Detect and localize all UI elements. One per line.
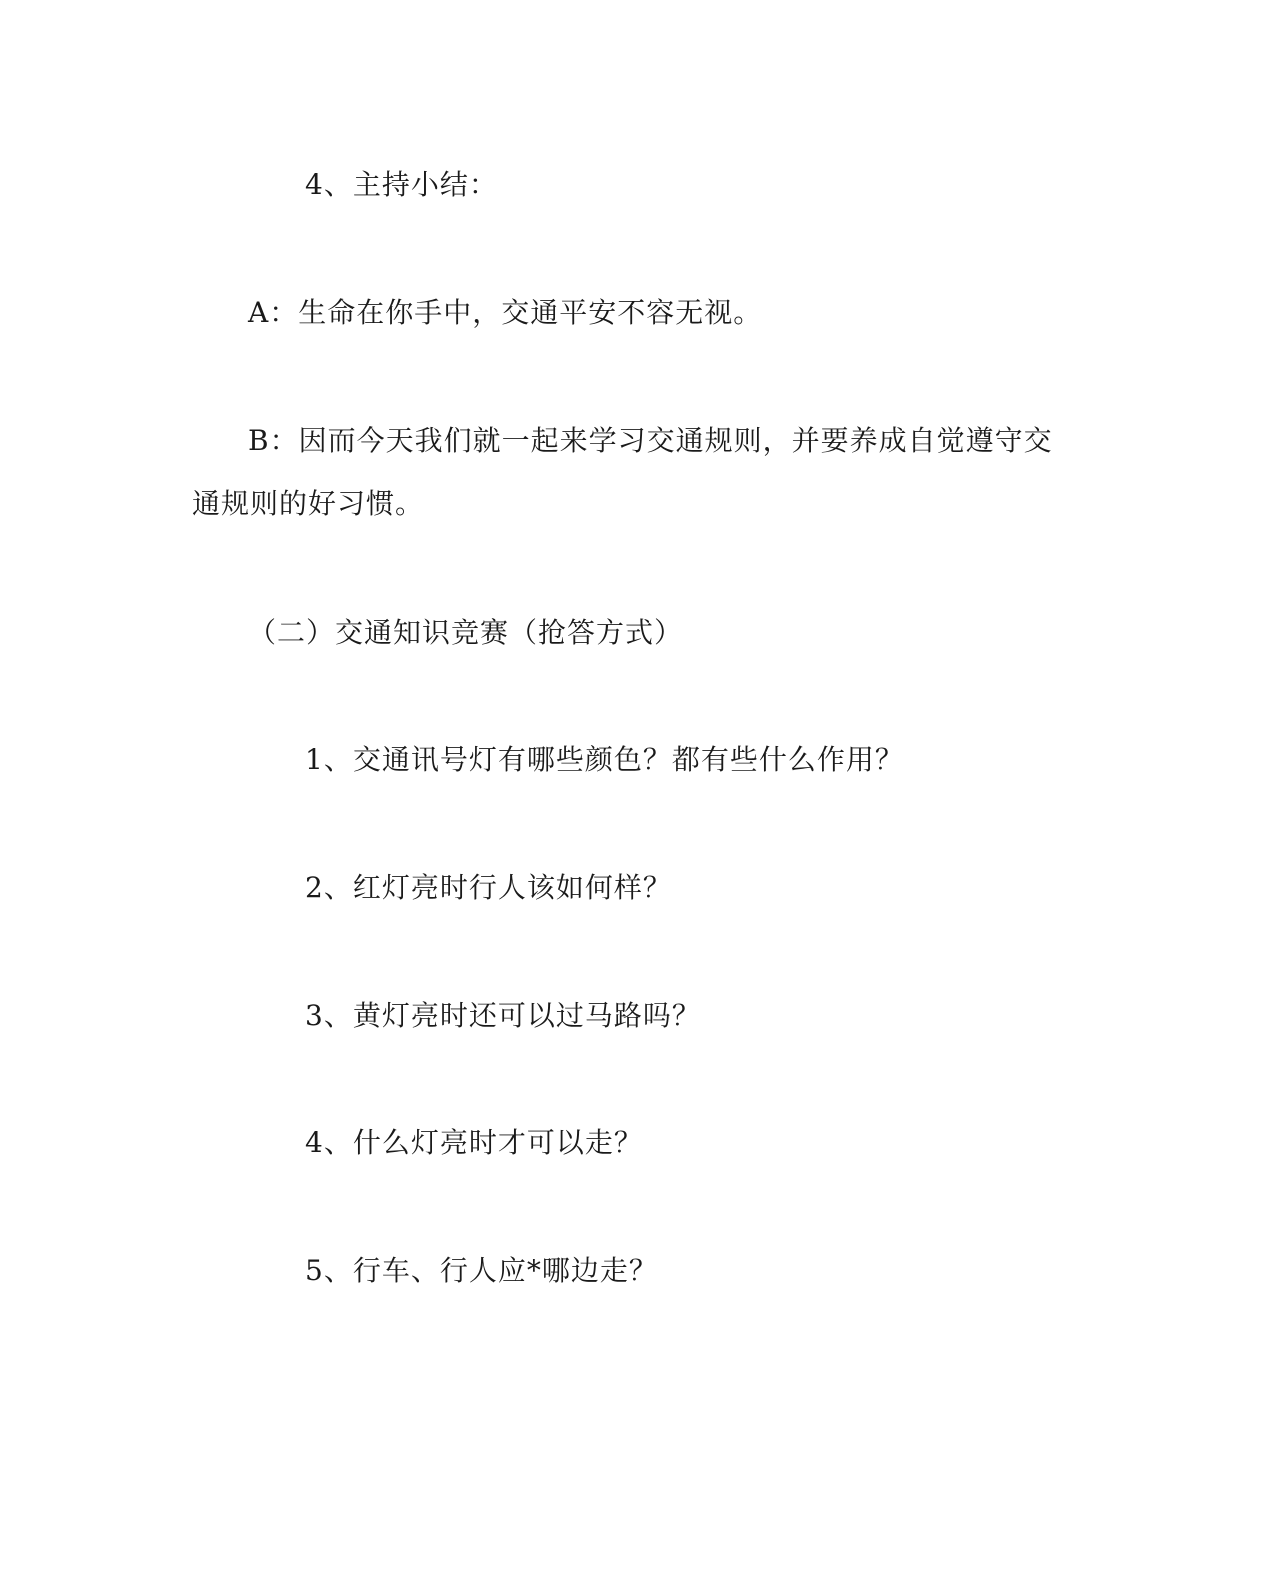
quiz-question-3: 3、黄灯亮时还可以过马路吗？: [305, 999, 701, 1032]
host-a-line: A：生命在你手中，交通平安不容无视。: [248, 296, 763, 329]
quiz-question-4: 4、什么灯亮时才可以走？: [305, 1126, 643, 1159]
quiz-question-5: 5、行车、行人应*哪边走？: [305, 1254, 658, 1287]
summary-heading: 4、主持小结：: [305, 168, 498, 201]
quiz-question-2: 2、红灯亮时行人该如何样？: [305, 871, 672, 904]
host-b-line-continued: 通规则的好习惯。: [192, 487, 425, 520]
host-b-line: B：因而今天我们就一起来学习交通规则，并要养成自觉遵守交: [248, 424, 1053, 457]
section-heading-quiz: （二）交通知识竞赛（抢答方式）: [248, 616, 684, 649]
quiz-question-1: 1、交通讯号灯有哪些颜色？都有些什么作用？: [305, 743, 904, 776]
